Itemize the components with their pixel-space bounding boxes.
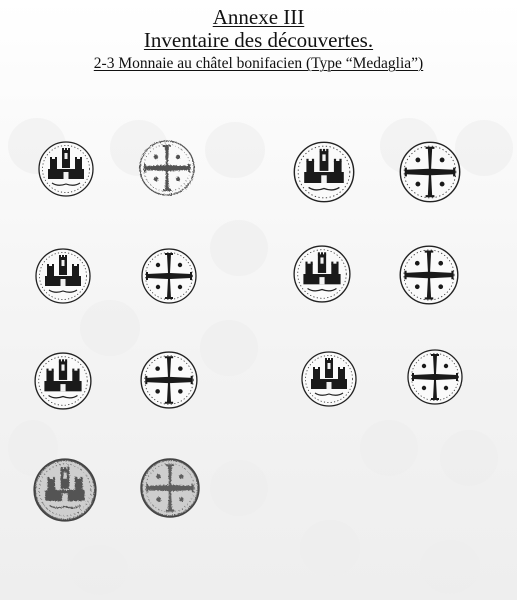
coin-cross-corroded [139, 457, 201, 519]
coin-castle-corroded [32, 457, 98, 523]
section-title: 2-3 Monnaie au châtel bonifacien (Type “Medaglia”) [93, 55, 424, 72]
document-header [0, 6, 517, 74]
coin-cross-5 [138, 349, 200, 411]
coin-cross-3 [139, 246, 199, 306]
coin-castle-2 [291, 139, 357, 205]
coin-cross-4 [397, 243, 461, 307]
coin-castle-1 [36, 139, 96, 199]
coin-castle-4 [291, 243, 353, 305]
coin-castle-6 [299, 349, 359, 409]
coin-cross-1 [137, 138, 197, 198]
coin-castle-5 [32, 350, 94, 412]
coin-cross-6 [405, 347, 465, 407]
inventory-title: Inventaire des découvertes. [143, 28, 374, 52]
coin-castle-3 [33, 246, 93, 306]
annex-title: Annexe III [212, 5, 305, 29]
coin-cross-2 [397, 139, 463, 205]
